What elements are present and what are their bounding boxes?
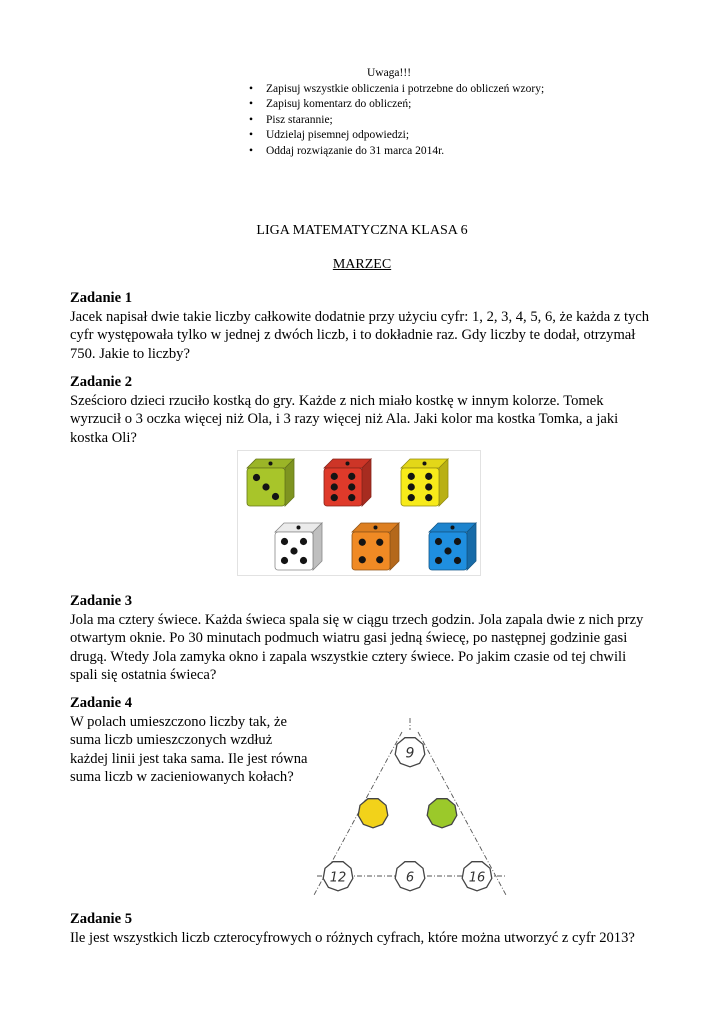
task-2	[70, 373, 660, 447]
notice-title: Uwaga!!!	[366, 67, 412, 79]
task-line: suma liczb w zacieniowanych kołach?	[70, 769, 294, 785]
task-1	[70, 289, 660, 363]
die-top-pip	[374, 526, 378, 530]
task-title: Zadanie 3	[70, 593, 133, 609]
die-pip	[444, 547, 451, 554]
die-pip	[359, 556, 366, 563]
die-pip	[435, 557, 442, 564]
circle-bottom-middle-value: 6	[405, 870, 415, 886]
die-pip	[454, 557, 461, 564]
die-pip	[408, 494, 415, 501]
task-line: Sześcioro dzieci rzuciło kostką do gry. Każde z nich miało kostkę w innym kolorze. Tomek	[70, 392, 604, 409]
task-line: suma liczb umieszczonych wzdłuż	[70, 732, 273, 748]
task-line: spali się ostatnia świeca?	[70, 667, 217, 683]
die-2	[324, 459, 371, 506]
notice-item: • Pisz starannie;	[248, 113, 724, 129]
task-line: wyrzucił o 3 oczka więcej niż Ola, i 3 razy więcej niż Ala. Jaki kolor ma kostka Tomka, a jaki	[70, 411, 619, 427]
task-line: każdej linii jest taka sama. Ile jest równa	[70, 750, 308, 767]
shaded-circle-right	[427, 799, 457, 828]
die-front-face	[401, 468, 439, 506]
die-pip	[408, 483, 415, 490]
task-line: otwartym oknie. Po 30 minutach podmuch wiatru gasi jedną świecę, po następnej godzinie gasi	[70, 630, 628, 646]
die-pip	[376, 556, 383, 563]
die-top-pip	[269, 462, 273, 466]
die-pip	[454, 538, 461, 545]
die-pip	[435, 538, 442, 545]
notice-item: • Zapisuj wszystkie obliczenia i potrzebne do obliczeń wzory;	[248, 82, 724, 98]
month-heading: MARZEC	[332, 257, 392, 272]
circle-bottom-right-value: 16	[468, 870, 486, 886]
task-line: kostka Oli?	[70, 429, 137, 446]
die-front-face	[324, 468, 362, 506]
task-title: Zadanie 2	[70, 374, 133, 390]
circle-top-value: 9	[405, 745, 415, 762]
task-line: W polach umieszczono liczby tak, że	[70, 713, 287, 730]
die-top-pip	[451, 526, 455, 530]
die-pip	[300, 538, 307, 545]
die-pip	[425, 483, 432, 490]
dice-figure	[238, 451, 480, 575]
die-pip	[300, 557, 307, 564]
shaded-circle-left	[358, 799, 388, 828]
die-pip	[425, 494, 432, 501]
die-pip	[376, 539, 383, 546]
die-3	[401, 459, 448, 506]
die-top-pip	[346, 462, 350, 466]
die-1	[247, 459, 294, 506]
die-front-face	[352, 532, 390, 570]
triangle-figure	[313, 716, 507, 896]
task-line: 750. Jakie to liczby?	[70, 345, 190, 362]
die-6	[429, 523, 476, 570]
task-line: cyfr występowała tylko w jednej z dwóch liczb, i to dokładnie raz. Gdy liczby te dodał, otrzymał	[70, 327, 636, 343]
die-pip	[348, 473, 355, 480]
die-pip	[262, 483, 269, 490]
task-3	[70, 592, 660, 685]
task-5	[70, 910, 660, 947]
die-pip	[348, 494, 355, 501]
die-pip	[425, 473, 432, 480]
task-line: Jola ma cztery świece. Każda świeca spala się w ciągu trzech godzin. Jola zapala dwie z nich przy	[70, 611, 644, 628]
die-pip	[331, 494, 338, 501]
die-pip	[331, 483, 338, 490]
die-pip	[281, 557, 288, 564]
die-pip	[253, 474, 260, 481]
task-line: Jacek napisał dwie takie liczby całkowite dodatnie przy użyciu cyfr: 1, 2, 3, 4, 5, 6, że każda z tych	[70, 308, 650, 325]
notice-item: • Udzielaj pisemnej odpowiedzi;	[248, 128, 724, 144]
notice-list	[0, 82, 724, 160]
number-triangle	[313, 716, 507, 896]
task-line: Ile jest wszystkich liczb czterocyfrowych o różnych cyfrach, które można utworzyć z cyfr 2013?	[70, 929, 635, 946]
die-5	[352, 523, 399, 570]
notice-item: • Zapisuj komentarz do obliczeń;	[248, 97, 724, 113]
task-line: drugą. Wtedy Jola zamyka okno i zapala wszystkie cztery świece. Po jakim czasie od tej chwili	[70, 648, 627, 665]
notice-item: • Oddaj rozwiązanie do 31 marca 2014r.	[248, 144, 724, 160]
circle-bottom-left-value: 12	[329, 870, 347, 886]
notice-block	[0, 66, 724, 159]
die-pip	[359, 539, 366, 546]
die-pip	[348, 483, 355, 490]
die-pip	[408, 473, 415, 480]
die-top-pip	[423, 462, 427, 466]
die-pip	[331, 473, 338, 480]
task-title: Zadanie 1	[70, 290, 133, 306]
task-title: Zadanie 5	[70, 911, 133, 927]
die-pip	[290, 547, 297, 554]
die-4	[275, 523, 322, 570]
task-title: Zadanie 4	[70, 695, 133, 711]
task-4	[70, 694, 320, 787]
die-top-pip	[297, 526, 301, 530]
dice-illustration	[237, 450, 481, 576]
die-pip	[281, 538, 288, 545]
die-pip	[272, 493, 279, 500]
league-heading: LIGA MATEMATYCZNA KLASA 6	[256, 223, 468, 238]
